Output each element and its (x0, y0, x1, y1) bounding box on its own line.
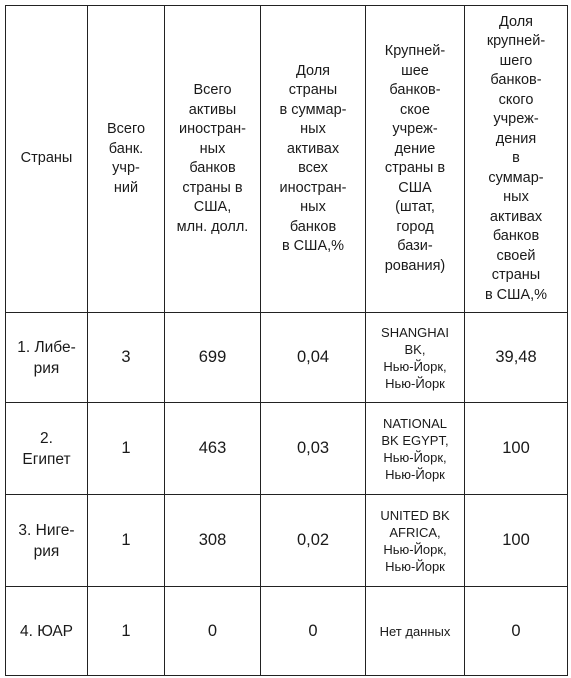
foreign-banks-table (5, 5, 568, 676)
row-largest-institution: Нет данных (366, 587, 465, 676)
row-country-share: 0,02 (261, 495, 366, 587)
header-countries: Страны (6, 6, 88, 313)
header-largest-institution: Крупней- шее банков- ское учреж- дение страны в США (штат, город бази- рования) (366, 6, 465, 313)
row-institution-share: 100 (465, 495, 568, 587)
row-bank-count: 1 (88, 495, 165, 587)
header-bank-count: Всего банк. учр- ний (88, 6, 165, 313)
row-bank-count: 1 (88, 403, 165, 495)
table-row (6, 495, 568, 587)
header-total-assets: Всего активы иностран- ных банков страны в США, млн. долл. (165, 6, 261, 313)
table-row (6, 587, 568, 676)
row-largest-institution: SHANGHAI BK, Нью-Йорк, Нью-Йорк (366, 313, 465, 403)
row-institution-share: 0 (465, 587, 568, 676)
table-row (6, 403, 568, 495)
row-total-assets: 463 (165, 403, 261, 495)
row-institution-share: 39,48 (465, 313, 568, 403)
row-largest-institution: UNITED BK AFRICA, Нью-Йорк, Нью-Йорк (366, 495, 465, 587)
row-bank-count: 1 (88, 587, 165, 676)
row-country: 1. Либе- рия (6, 313, 88, 403)
header-institution-share: Доля крупней- шего банков- ского учреж- дения в суммар- ных активах банков своей страны в США,% (465, 6, 568, 313)
row-country-share: 0,03 (261, 403, 366, 495)
row-country-share: 0,04 (261, 313, 366, 403)
row-institution-share: 100 (465, 403, 568, 495)
row-bank-count: 3 (88, 313, 165, 403)
table-row (6, 313, 568, 403)
row-total-assets: 699 (165, 313, 261, 403)
row-country: 3. Ниге- рия (6, 495, 88, 587)
row-total-assets: 0 (165, 587, 261, 676)
row-largest-institution: NATIONAL BK EGYPT, Нью-Йорк, Нью-Йорк (366, 403, 465, 495)
row-country: 2. Египет (6, 403, 88, 495)
row-total-assets: 308 (165, 495, 261, 587)
row-country-share: 0 (261, 587, 366, 676)
header-country-share: Доля страны в суммар- ных активах всех иностран- ных банков в США,% (261, 6, 366, 313)
header-row (6, 6, 568, 313)
row-country: 4. ЮАР (6, 587, 88, 676)
